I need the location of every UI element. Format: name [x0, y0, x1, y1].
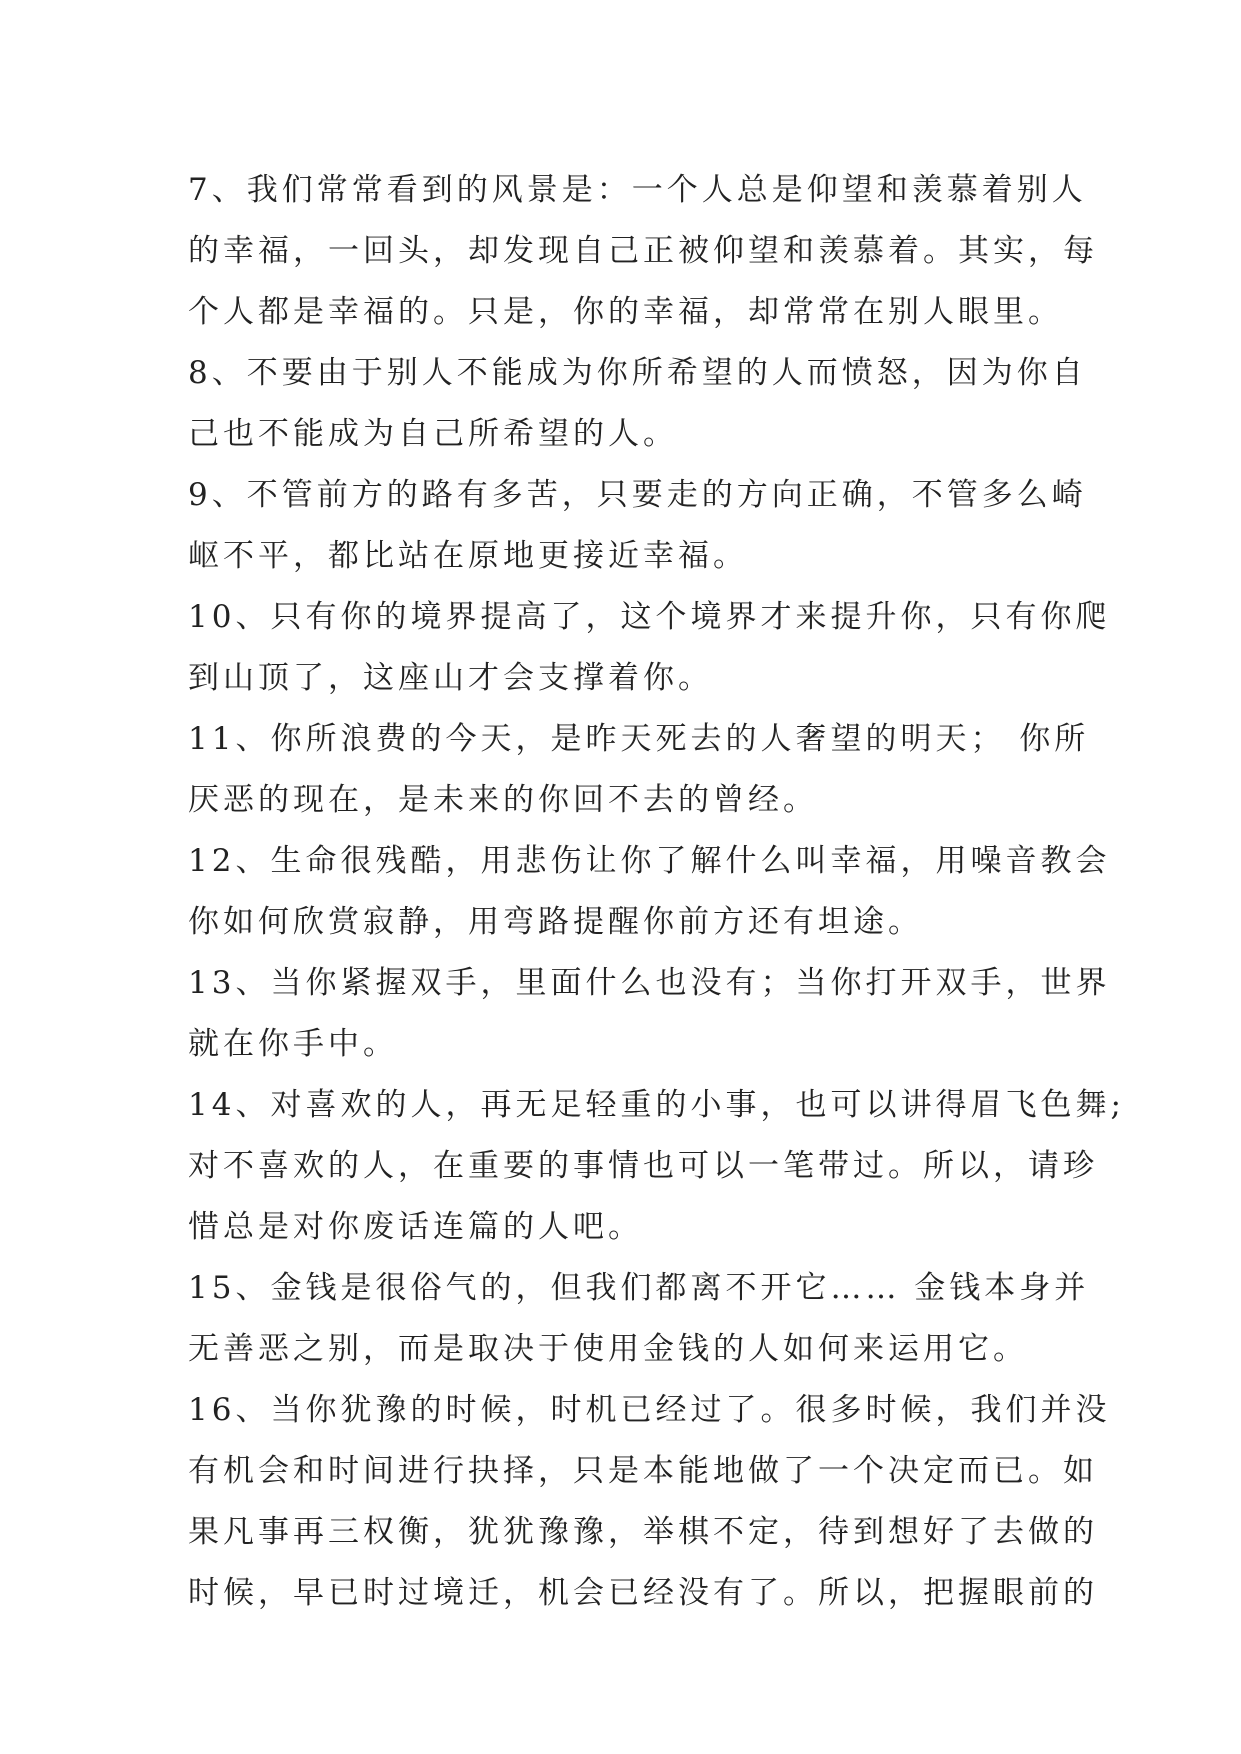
text-line: 岖不平，都比站在原地更接近幸福。	[188, 538, 748, 574]
text-line: 时候，早已时过境迁，机会已经没有了。所以，把握眼前的	[188, 1575, 1098, 1611]
text-line: 对不喜欢的人，在重要的事情也可以一笔带过。所以，请珍	[188, 1148, 1098, 1184]
text-line: 果凡事再三权衡，犹犹豫豫，举棋不定，待到想好了去做的	[188, 1514, 1098, 1550]
text-line: 你如何欣赏寂静，用弯路提醒你前方还有坦途。	[188, 904, 923, 940]
text-line: 8、不要由于别人不能成为你所希望的人而愤怒，因为你自	[188, 355, 1087, 391]
text-line: 就在你手中。	[188, 1026, 398, 1062]
text-line: 13、当你紧握双手，里面什么也没有；当你打开双手，世界	[188, 965, 1111, 1001]
text-line: 14、对喜欢的人，再无足轻重的小事，也可以讲得眉飞色舞;	[188, 1087, 1125, 1123]
text-line: 11、你所浪费的今天，是昨天死去的人奢望的明天； 你所	[188, 721, 1090, 757]
text-line: 15、金钱是很俗气的，但我们都离不开它…… 金钱本身并	[188, 1270, 1090, 1306]
text-line: 己也不能成为自己所希望的人。	[188, 416, 678, 452]
text-line: 个人都是幸福的。只是，你的幸福，却常常在别人眼里。	[188, 294, 1063, 330]
text-line: 厌恶的现在，是未来的你回不去的曾经。	[188, 782, 818, 818]
text-line: 10、只有你的境界提高了，这个境界才来提升你，只有你爬	[188, 599, 1111, 635]
text-line: 到山顶了，这座山才会支撑着你。	[188, 660, 713, 696]
text-line: 惜总是对你废话连篇的人吧。	[188, 1209, 643, 1245]
text-line: 16、当你犹豫的时候，时机已经过了。很多时候，我们并没	[188, 1392, 1111, 1428]
text-line: 无善恶之别，而是取决于使用金钱的人如何来运用它。	[188, 1331, 1028, 1367]
document-body	[188, 160, 1125, 1624]
text-line: 7、我们常常看到的风景是：一个人总是仰望和羡慕着别人	[188, 172, 1087, 208]
text-line: 的幸福，一回头，却发现自己正被仰望和羡慕着。其实，每	[188, 233, 1098, 269]
text-line: 有机会和时间进行抉择，只是本能地做了一个决定而已。如	[188, 1453, 1098, 1489]
text-line: 9、不管前方的路有多苦，只要走的方向正确，不管多么崎	[188, 477, 1087, 513]
text-line: 12、生命很残酷，用悲伤让你了解什么叫幸福，用噪音教会	[188, 843, 1111, 879]
